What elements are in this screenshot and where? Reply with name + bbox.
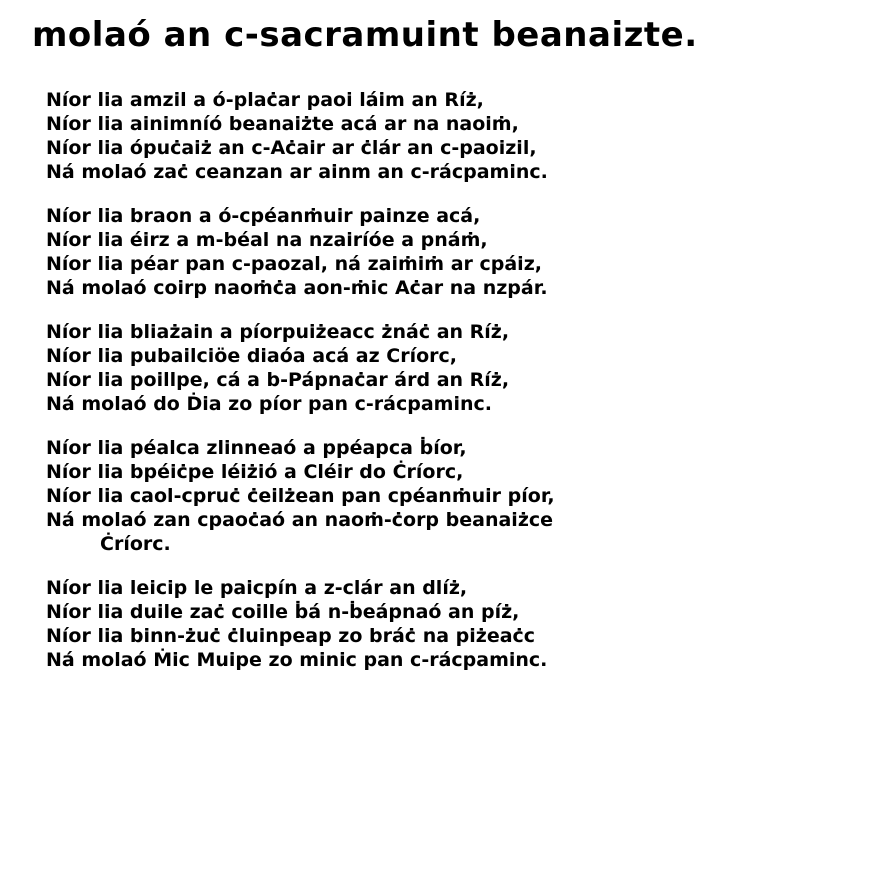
stanza-5 — [46, 576, 854, 672]
poem-line: Níor lia éirz a m-béal na nzairíóe a pnáṁ, — [46, 228, 488, 251]
poem-line-continuation: Ċríorc. — [100, 532, 171, 555]
poem-line: Níor lia caol-cpruċ ċeilżean pan cpéanṁuir píor, — [46, 484, 555, 507]
poem-line: Níor lia amzil a ó-plaċar paoi láim an Ríż, — [46, 88, 484, 111]
poem-line: Níor lia bpéiċpe léiżió a Cléir do Ċríorc, — [46, 460, 464, 483]
poem-line: Níor lia pubailciöe diaóa acá az Críorc, — [46, 344, 457, 367]
stanza-2 — [46, 204, 854, 300]
poem-line: Níor lia ainimníó beanaiżte acá ar na naoiṁ, — [46, 112, 519, 135]
poem-line: Ná molaó do Ḋia zo píor pan c-rácpaminc. — [46, 392, 492, 415]
poem-line: Níor lia braon a ó-cpéanṁuir painze acá, — [46, 204, 481, 227]
poem-line: Níor lia péalca zlinneaó a ppéapca ḃíor, — [46, 436, 467, 459]
poem-line: Níor lia poillpe, cá a b-Pápnaċar árd an Ríż, — [46, 368, 510, 391]
stanza-3 — [46, 320, 854, 416]
poem-line: Ná molaó zaċ ceanzan ar ainm an c-rácpaminc. — [46, 160, 548, 183]
poem-line: Níor lia binn-żuċ ċluinpeap zo bráċ na piżeaċc — [46, 624, 536, 647]
poem-title: molaó an c-sacramuint beanaizte. — [32, 15, 698, 55]
stanza-4 — [46, 436, 854, 556]
poem-line: Ná molaó zan cpaoċaó an naoṁ-ċorp beanaiżce — [46, 508, 554, 531]
poem-line: Ná molaó Ṁic Muipe zo minic pan c-rácpaminc. — [46, 648, 548, 671]
poem-line: Níor lia péar pan c-paozal, ná zaiṁiṁ ar cpáiz, — [46, 252, 542, 275]
poem-line: Níor lia leicip le paicpín a z-clár an dlíż, — [46, 576, 468, 599]
stanza-1 — [46, 88, 854, 184]
poem-line: Níor lia ópuċaiż an c-Aċair ar ċlár an c-paoizil, — [46, 136, 537, 159]
poem-line: Ná molaó coirp naoṁċa aon-ṁic Aċar na nzpár. — [46, 276, 548, 299]
poem-line: Níor lia bliażain a píorpuiżeacc żnáċ an Ríż, — [46, 320, 510, 343]
poem-line: Níor lia duile zaċ coille ḃá n-ḃeápnaó an píż, — [46, 600, 520, 623]
